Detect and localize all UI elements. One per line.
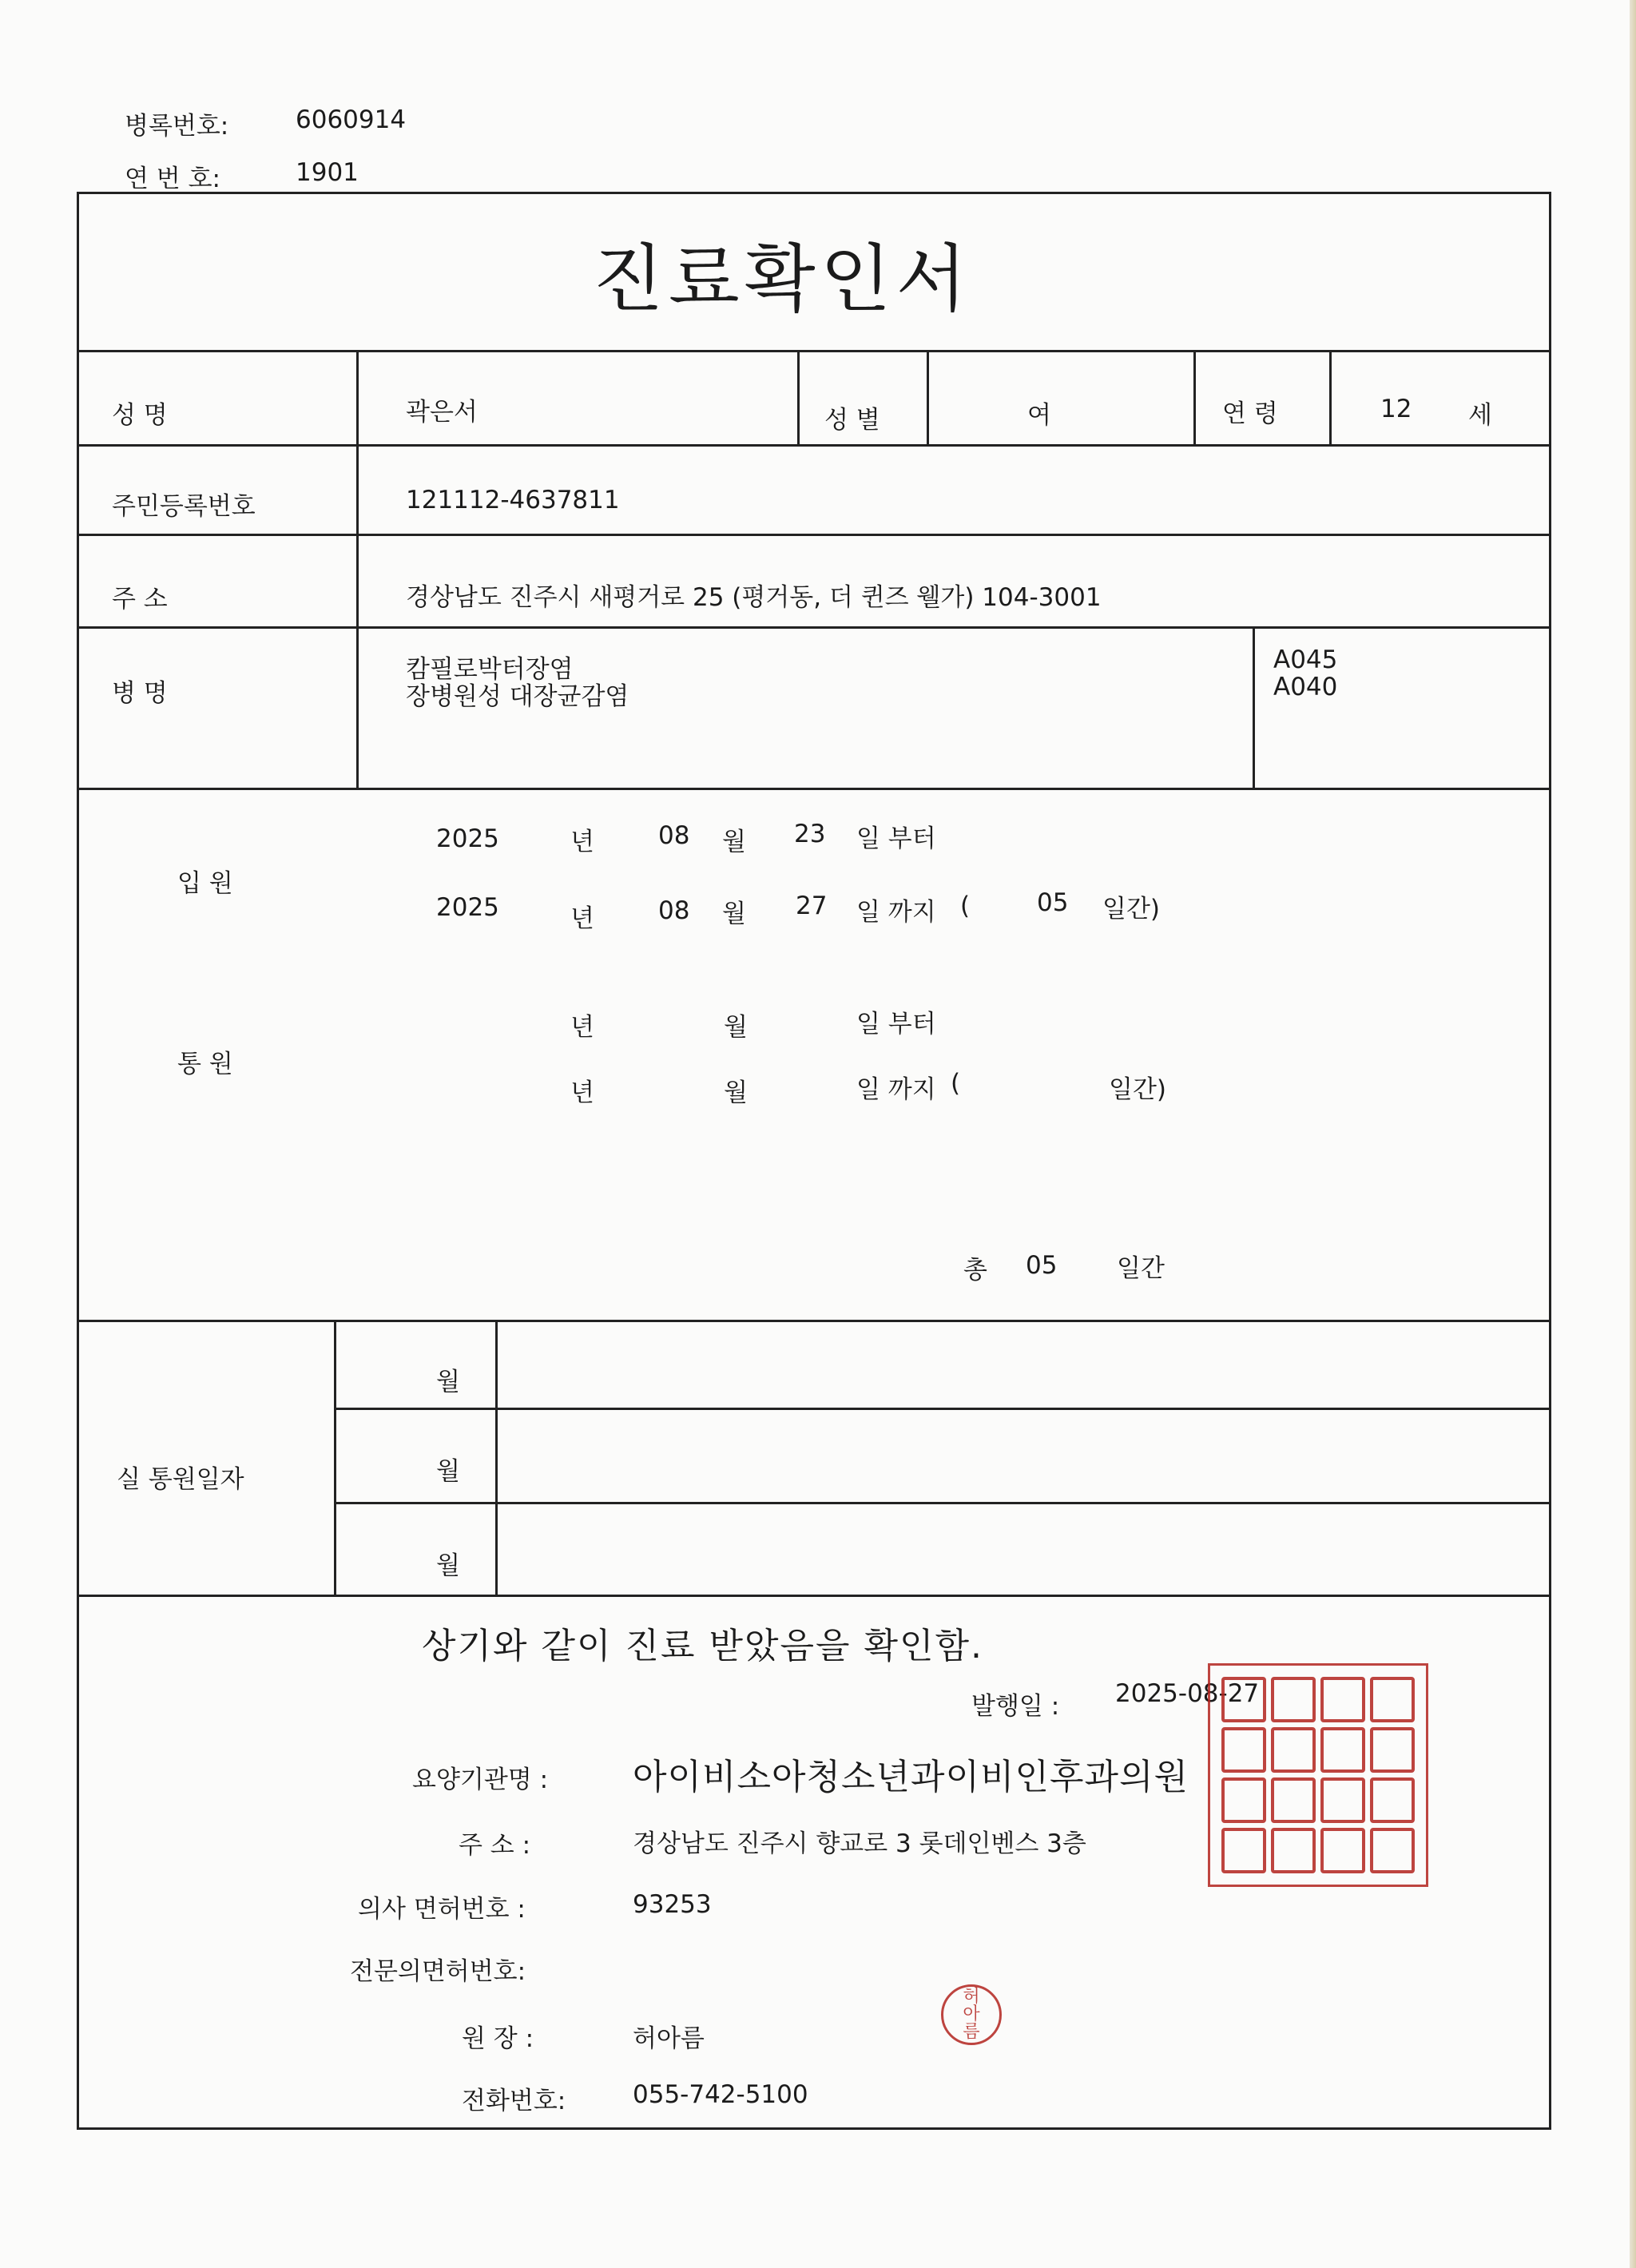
- serial-number-value: 1901: [296, 158, 359, 187]
- license-number: 93253: [633, 1890, 712, 1919]
- specialist-license-label: 전문의면허번호:: [350, 1957, 526, 1986]
- day-until-word: 일 까지: [856, 1075, 936, 1104]
- director-stamp: [941, 1984, 1002, 2045]
- year-word: 년: [570, 1078, 594, 1107]
- rule: [1253, 626, 1255, 788]
- issue-date-label: 발행일 :: [971, 1692, 1060, 1721]
- admission-to-day: 27: [796, 892, 828, 920]
- disease-code: A045: [1273, 645, 1338, 674]
- disease-item: 캄필로박터장염: [406, 655, 574, 684]
- rule: [77, 788, 1551, 790]
- visit-month: 월: [436, 1551, 460, 1580]
- visit-month: 월: [436, 1457, 460, 1486]
- rule: [356, 350, 359, 788]
- clinic-address-label: 주 소 :: [459, 1831, 531, 1860]
- patient-sex: 여: [1027, 401, 1051, 430]
- rule: [927, 350, 929, 444]
- rule: [77, 626, 1551, 629]
- month-word: 월: [722, 900, 746, 928]
- issue-date: 2025-08-27: [1115, 1679, 1260, 1708]
- admission-from-day: 23: [794, 820, 826, 848]
- outpatient-label: 통 원: [177, 1050, 233, 1078]
- day-from-word: 일 부터: [856, 1010, 936, 1039]
- rule: [77, 444, 1551, 447]
- admission-to-year: 2025: [436, 893, 499, 922]
- record-number-value: 6060914: [296, 105, 407, 134]
- director-stamp-text: 허아름: [963, 1987, 980, 2042]
- phone-label: 전화번호:: [462, 2087, 566, 2115]
- total-word: 총: [963, 1256, 987, 1285]
- rrn-label: 주민등록번호: [112, 492, 256, 521]
- name-label: 성 명: [112, 401, 168, 430]
- clinic-name: 아이비소아청소년과이비인후과의원: [633, 1757, 1189, 1797]
- disease-code: A040: [1273, 673, 1338, 701]
- actual-visits-label: 실 통원일자: [117, 1465, 244, 1494]
- disease-label: 병 명: [112, 679, 168, 708]
- patient-name: 곽은서: [406, 398, 478, 427]
- rule: [77, 1320, 1551, 1322]
- patient-address: 경상남도 진주시 새평거로 25 (평거동, 더 퀸즈 웰가) 104-3001: [406, 583, 1102, 612]
- age-label: 연 령: [1222, 399, 1278, 428]
- clinic-label: 요양기관명 :: [412, 1766, 549, 1794]
- admission-to-month: 08: [658, 896, 690, 925]
- patient-rrn: 121112-4637811: [406, 486, 620, 514]
- serial-number-label: 연 번 호:: [125, 165, 220, 193]
- days-close-word: 일간): [1109, 1075, 1166, 1104]
- days-word: 일간: [1117, 1254, 1165, 1283]
- day-from-word: 일 부터: [856, 824, 936, 853]
- rule: [495, 1320, 498, 1595]
- clinic-address: 경상남도 진주시 향교로 3 롯데인벤스 3층: [633, 1829, 1086, 1858]
- director-label: 원 장 :: [462, 2024, 534, 2053]
- sex-label: 성 별: [824, 406, 880, 435]
- record-number-label: 병록번호:: [125, 112, 229, 141]
- clinic-seal: [1208, 1663, 1428, 1887]
- rule: [77, 1595, 1551, 1597]
- visit-month: 월: [436, 1368, 460, 1396]
- days-close-word: 일간): [1102, 895, 1160, 923]
- paren-open: (: [960, 892, 971, 920]
- admission-from-year: 2025: [436, 824, 499, 853]
- rule: [77, 534, 1551, 536]
- confirmation-statement: 상기와 같이 진료 받았음을 확인함.: [422, 1626, 983, 1666]
- rule: [797, 350, 800, 444]
- month-word: 월: [722, 828, 746, 856]
- address-label: 주 소: [112, 585, 168, 614]
- patient-age: 12: [1380, 395, 1412, 423]
- year-word: 년: [570, 904, 594, 933]
- license-label: 의사 면허번호 :: [358, 1895, 526, 1924]
- document-title: 진료확인서: [593, 236, 972, 322]
- disease-item: 장병원성 대장균감염: [406, 682, 629, 711]
- phone-number: 055-742-5100: [633, 2080, 808, 2109]
- month-word: 월: [724, 1013, 748, 1042]
- paren-open: (: [951, 1069, 961, 1098]
- rule: [1193, 350, 1196, 444]
- year-word: 년: [570, 828, 594, 856]
- admission-from-month: 08: [658, 821, 690, 850]
- rule: [334, 1320, 336, 1595]
- total-days: 05: [1026, 1251, 1058, 1280]
- admission-label: 입 원: [177, 869, 233, 898]
- rule: [334, 1408, 1551, 1410]
- paper-edge: [1630, 0, 1636, 2268]
- rule: [334, 1502, 1551, 1504]
- day-until-word: 일 까지: [856, 898, 936, 927]
- month-word: 월: [724, 1078, 748, 1107]
- rule: [1329, 350, 1332, 444]
- age-unit: 세: [1468, 401, 1492, 430]
- director-name: 허아름: [633, 2024, 705, 2053]
- admission-days: 05: [1037, 888, 1069, 917]
- year-word: 년: [570, 1013, 594, 1042]
